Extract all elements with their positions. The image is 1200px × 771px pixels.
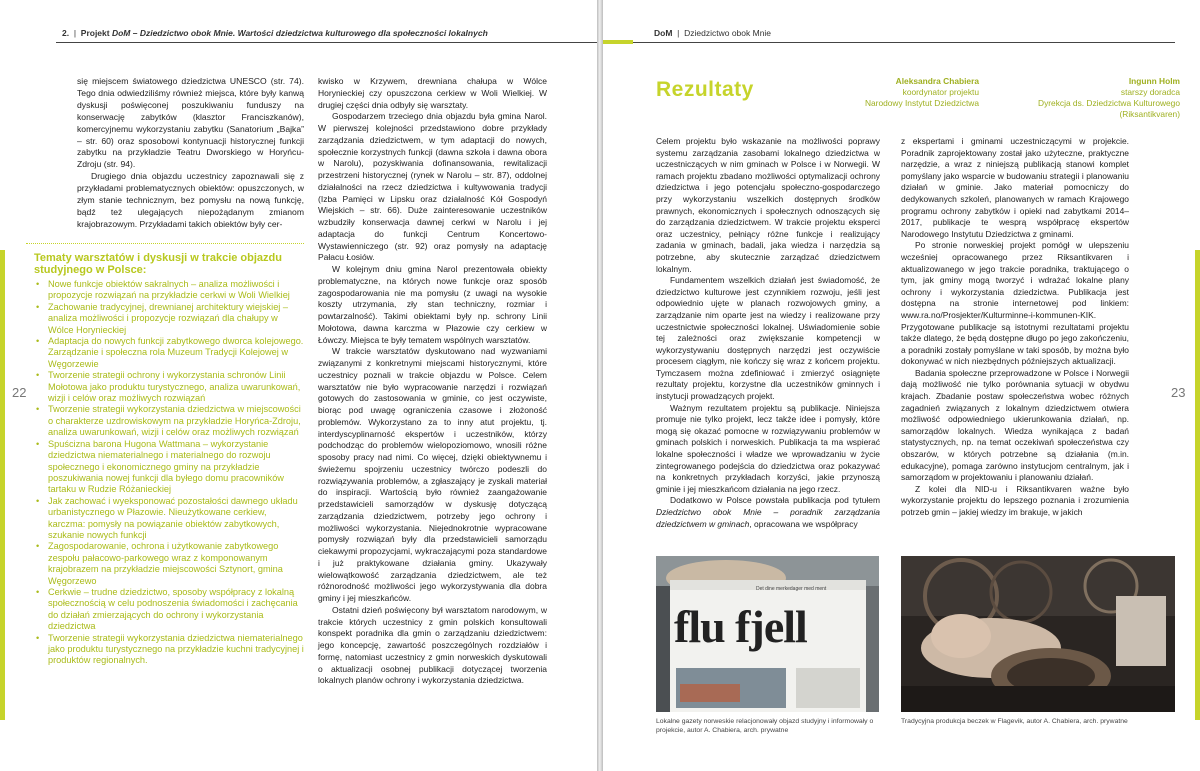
photo-caption-barrel: Tradycyjna produkcja beczek w Flagevik, autor A. Chabiera, arch. prywatne bbox=[901, 718, 1128, 725]
author-org: Narodowy Instytut Dziedzictwa bbox=[864, 98, 979, 108]
paragraph: Po stronie norweskiej projekt pomógł w ulepszeniu wcześniej opracowanego przez Riksantikvaren i aktualizowanego w jego trakcie poradnika, traktującego o tym, jak gminy mogą tworzyć i wdrażać lokalne plany ochrony i wykorzystania dziedzictwa. Publikacja jest dostępna na stronie internetowej pod linkiem: www.ra.no/Prosjekter/Kulturminne-i-kommunen-KIK. Przygotowane publikacje są istotnymi rezultatami projektu także dlatego, że będą dostępne długo po jego zakończeniu, a poradniki zostały pomyślane w taki sposób, by można było dokonywać w nich niezbędnych późniejszych aktualizacji. bbox=[901, 240, 1129, 367]
list-item: • Zagospodarowanie, ochrona i użytkowanie zabytkowego zespołu pałacowo-parkowego wraz z komponowanym krajobrazem na przykładzie miejscowości Sztynort, gmina Węgorzewo bbox=[26, 541, 304, 587]
author-org-line2: (Riksantikvaren) bbox=[1119, 109, 1180, 119]
left-page bbox=[0, 0, 597, 771]
right-column-2 bbox=[901, 136, 1129, 519]
author-name: Aleksandra Chabiera bbox=[895, 76, 979, 86]
author-name: Ingunn Holm bbox=[1128, 76, 1180, 86]
list-item: • Tworzenie strategii ochrony i wykorzystania schronów Linii Mołotowa jako produktu turystycznego, analiza uwarunkowań, wizji i celów oraz możliwych rozwiązań bbox=[26, 370, 304, 404]
paragraph: Badania społeczne przeprowadzone w Polsce i Norwegii dają możliwość nie tylko porównania sytuacji w obydwu krajach. Zbadanie postaw społeczeństwa wobec różnych zagadnień związanych z lokalnym dziedzictwem otwiera możliwość odpowiedniego ukierunkowania działań, np. samorządów lokalnych. Wiedza wynikająca z badań statystycznych, np. na temat oczekiwań społeczeństwa czy obszarów, w których potrzebne są działania (m.in. edukacyjne), pomaga zarówno instytucjom centralnym, jak i samorządom w projektowaniu i planowaniu działań. bbox=[901, 367, 1129, 483]
paragraph: Z kolei dla NID-u i Riksantikvaren ważne było wykorzystanie projektu do lepszego poznania i zrozumienia potrzeb gmin – jakiej wiedzy im brakuje, w jakich bbox=[901, 483, 1129, 517]
paragraph: Ważnym rezultatem projektu są publikacje. Niniejsza promuje nie tylko projekt, lecz także idee i pomysły, które mogą się okazać pomocne w rozwiązywaniu problemów w gminach polskich i norweskich. Publikacja ta ma wspierać lokalne społeczności i władze we wprowadzaniu w życie zintegrowanego podejścia do dziedzictwa oraz pokazywać na konkretnych przykładach korzyści, jakie przynoszą gminie i jej mieszkańcom działania na jego rzecz. bbox=[656, 402, 880, 494]
list-item: • Zachowanie tradycyjnej, drewnianej architektury wiejskiej – analiza możliwości i propozycje rozwiązań dla chałupy w Wólce Horynieckiej bbox=[26, 302, 304, 336]
paragraph: W kolejnym dniu gmina Narol prezentowała obiekty problematyczne, na których nowe funkcje oraz sposób zagospodarowania nie ma pomysłu (z uwagi na wysokie koszty utrzymania, zły stan techniczny, rozmiar i powtarzalność). Takimi obiektami były np. schrony Linii Mołotowa, dawna karczma w Płazowie czy cerkiew w Łówczy. Miejsca te były tematem wspólnych warsztatów. bbox=[318, 264, 547, 345]
list-item: • Spuścizna barona Hugona Wattmana – wykorzystanie dziedzictwa niematerialnego i materialnego do rozwoju społecznego i ekonomicznego gminy na przykładzie poszukiwania nowej funkcji dla byłego domu pracowników tartaku w Rudzie Różanieckiej bbox=[26, 439, 304, 496]
author-org: Dyrekcja ds. Dziedzictwa Kulturowego bbox=[1038, 98, 1180, 108]
barrel-workshop-illustration bbox=[901, 556, 1175, 712]
paragraph: się miejscem światowego dziedzictwa UNESCO (str. 74). Tego dnia odwiedziliśmy również miejsca, które były kanwą dyskusji poświęconej poszukiwaniu funduszy na konserwację zabytków (klasztor Franciszkanów), komercyjnemu wykorzystaniu zabytku (Sanatorium „Bajka” – str. 60) oraz sposobowi kontynuacji historycznej funkcji zabytku na przykładzie Teatru Dworskiego w Horyńcu-Zdroju (str. 94). bbox=[77, 76, 304, 170]
workshop-topics-list bbox=[26, 279, 304, 667]
right-header-accent bbox=[603, 40, 633, 44]
left-page-number: 22 bbox=[12, 385, 27, 400]
list-item: • Jak zachować i wyeksponować pozostałości dawnego układu urbanistycznego w Płazowie. Nieużytkowane cerkiew, karczma: pomysły na powiązanie obiektów zabytkowych, szukanie nowych funkcji bbox=[26, 496, 304, 542]
newspaper-headline: flu fjell bbox=[674, 601, 807, 652]
section-title: Rezultaty bbox=[656, 78, 754, 101]
paragraph: Gospodarzem trzeciego dnia objazdu była gmina Narol. W pierwszej kolejności przedstawiono dobre przykłady zarządzania dziedzictwem, w tym adaptacji do nowych, społecznie korzystnych funkcji (dawna szkoła i dawna obora w Narolu), pozyskiwania dofinansowania, rewitalizacji przestrzeni historycznej (rynek w Narolu – str. 87), oddolnej działalności na rzecz dziedzictwa i kultywowania tradycji (Izba Pamięci w Lipsku oraz działalność Kół Gospodyń Wiejskich – str. 66). Duże zainteresowanie uczestników wzbudziły konserwacja dawnej cerkwi w Narolu i jej adaptacja do funkcji Centrum Koncertowo-Wystawienniczego (str. 92) oraz pomysły na adaptację Pałacu Łosiów. bbox=[318, 111, 547, 263]
list-item: • Cerkwie – trudne dziedzictwo, sposoby współpracy z lokalną społecznością w celu podnoszenia świadomości i zachęcania do działań zmierzających do ochrony i wykorzystania dziedzictwa bbox=[26, 587, 304, 633]
publication-title: Dziedzictwo obok Mnie – poradnik zarządzania dziedzictwem w gminach bbox=[656, 507, 880, 529]
left-running-head: 2. | Projekt DoM – Dziedzictwo obok Mnie. Wartości dziedzictwa kulturowego dla społeczności lokalnych bbox=[62, 28, 488, 38]
left-column-1 bbox=[77, 76, 304, 231]
author-role: koordynator projektu bbox=[902, 87, 979, 97]
workshop-topics-title: Tematy warsztatów i dyskusji w trakcie objazdu studyjnego w Polsce: bbox=[34, 252, 282, 276]
right-page bbox=[603, 0, 1200, 771]
author-chabiera bbox=[803, 76, 979, 109]
workshop-topics-box bbox=[26, 243, 304, 667]
paragraph: W trakcie warsztatów dyskutowano nad wyzwaniami związanymi z konkretnymi miejscami historycznymi, które uczestnicy poznali w trakcie objazdu w Polsce. Celem warsztatów nie było wypracowanie narzędzi i rozwiązań gotowych do zastosowania w gminie, co jest oczywiste, biorąc pod uwagę ograniczenia czasowe i złożoność problemów. Wykorzystano za to inny atut projektu, tj. interdyscyplinarność ekspertów i uczestników, którzy podchodząc do problemów wielopoziomowo, wnosili różne sposoby pracy nad nimi. Co więcej, dzięki obiektywnemu i świeżemu spojrzeniu uczestnicy twórczo podeszli do rozwiązywania problemów, a zgłaszający je zyskali materiał do inspiracji. Wartością było również zaangażowanie przedstawicieli samorządów w dyskusję dotyczącą zarządzania dziedzictwem, potrzeby jego ochrony i możliwości wykorzystania. Niejednokrotnie wypracowane pomysły rozwiązań były dla przedstawicieli samorządu ciekawymi propozycjami, wykraczającymi poza standardowe i już praktykowane działania gminy. Ukazywały wielowątkowość zarządzania dziedzictwem, ale też różnorodność możliwości jego wykorzystywania dla dobra gminy i jej mieszkańców. bbox=[318, 346, 547, 603]
list-item: • Adaptacja do nowych funkcji zabytkowego dworca kolejowego. Zarządzanie i społeczna rola Muzeum Tradycji Kolejowej w Węgorzewie bbox=[26, 336, 304, 370]
paragraph: Fundamentem wszelkich działań jest świadomość, że dziedzictwo kulturowe jest czynnikiem rozwoju, jeśli jest odpowiednio ujęte w planach rozwojowych gminy, a zarządzanie nim oparte jest na wiedzy i realizowane przy uczestnictwie społeczności lokalnej. Uświadomienie sobie tej zależności oraz zwiększanie kompetencji w wykorzystywaniu dostępnych narzędzi jest oczywiście procesem ciągłym, nie kończy się wraz z końcem projektu. Tymczasem można zdefiniować i zmierzyć osiągnięte rezultaty projektu, korzystne dla uczestników gminnych i instytucji prowadzących projekt. bbox=[656, 275, 880, 402]
right-column-1 bbox=[656, 136, 880, 530]
newspaper-subhead: Det dine merkedager med ment bbox=[756, 586, 827, 592]
list-item: • Nowe funkcje obiektów sakralnych – analiza możliwości i propozycje rozwiązań na przykładzie cerkwi w Woli Wielkiej bbox=[26, 279, 304, 302]
right-page-number: 23 bbox=[1171, 385, 1186, 400]
photo-barrel-workshop bbox=[901, 556, 1175, 712]
author-holm bbox=[993, 76, 1180, 120]
list-item: • Tworzenie strategii wykorzystania dziedzictwa w miejscowości o charakterze uzdrowiskowym na przykładzie Horyńca-Zdroju, analiza uwarunkowań, wizji i celów oraz możliwych rozwiązań bbox=[26, 404, 304, 438]
paragraph: Dodatkowo w Polsce powstała publikacja pod tytułem Dziedzictwo obok Mnie – poradnik zarządzania dziedzictwem w gminach, opracowana we współpracy bbox=[656, 495, 880, 529]
photo-newspaper bbox=[656, 556, 879, 712]
paragraph: kwisko w Krzywem, drewniana chałupa w Wólce Horynieckiej czy opuszczona cerkiew w Woli Wielkiej. W drugiej części dnia odbyły się warsztaty. bbox=[318, 76, 547, 110]
paragraph: Ostatni dzień poświęcony był warsztatom narodowym, w trakcie których uczestnicy z gmin polskich konsultowali konspekt poradnika dla gmin o zarządzaniu dziedzictwem: jego koncepcję, zawartość poszczególnych rozdziałów i formę, natomiast uczestnicy z gmin norweskich dyskutowali o aktualizacji osobnej publikacji dotyczącej tworzenia lokalnych planów ochrony i wykorzystania dziedzictwa. bbox=[318, 604, 547, 686]
paragraph: Drugiego dnia objazdu uczestnicy zapoznawali się z przykładami problematycznych obiektów: opuszczonych, w złym stanie technicznym, bez pomysłu na nową funkcję, bądź też ulegających niepożądanym zmianom krajobrazowym. Przykładami takich obiektów były cer- bbox=[77, 171, 304, 229]
list-item: • Tworzenie strategii wykorzystania dziedzictwa niematerialnego jako produktu turystycznego na przykładzie kuchni tradycyjnej i produktów regionalnych. bbox=[26, 633, 304, 667]
paragraph: z ekspertami i gminami uczestniczącymi w projekcie. Poradnik zaprojektowany został jako użyteczne, praktyczne narzędzie, a wraz z niniejszą publikacją stanowi komplet pomyślany jako wsparcie w budowaniu strategii i planowaniu działań w gminie. Jako materiał pomocniczy do dedykowanych szkoleń, planowanych w ramach Krajowego programu ochrony zabytków i opieki nad zabytkami 2014–2017, publikacje te wesprą współpracę ekspertów Narodowego Instytutu Dziedzictwa z gminami. bbox=[901, 136, 1129, 239]
left-column-2 bbox=[318, 76, 547, 687]
author-role: starszy doradca bbox=[1120, 87, 1180, 97]
left-header-rule bbox=[56, 42, 597, 43]
right-header-rule bbox=[633, 42, 1175, 43]
left-accent-bar bbox=[0, 250, 5, 720]
right-running-head: DoM | Dziedzictwo obok Mnie bbox=[654, 28, 772, 38]
right-accent-bar bbox=[1195, 250, 1200, 720]
photo-caption-newspaper: Lokalne gazety norweskie relacjonowały objazd studyjny i informowały o projekcie, autor A. Chabiera, arch. prywatne bbox=[656, 718, 874, 734]
paragraph: Celem projektu było wskazanie na możliwości poprawy systemu zarządzania zasobami lokalnego dziedzictwa w uczestniczących w nim gminach w Polsce i w Norwegii. W ramach projektu zbadano możliwości optymalizacji ochrony dziedzictwa i jego potencjału społeczno-gospodarczego przy wykorzystaniu wszelkich dostępnych środków prawnych, ekonomicznych i społecznych odnoszących się do zarządzania dziedzictwem. W trakcie projektu eksperci oraz uczestnicy, pełniący różne funkcje i realizujący zadania w gminach, badali, jaka wiedza i narzędzia są potrzebne, aby skutecznie zarządzać dziedzictwem lokalnym. bbox=[656, 136, 880, 274]
